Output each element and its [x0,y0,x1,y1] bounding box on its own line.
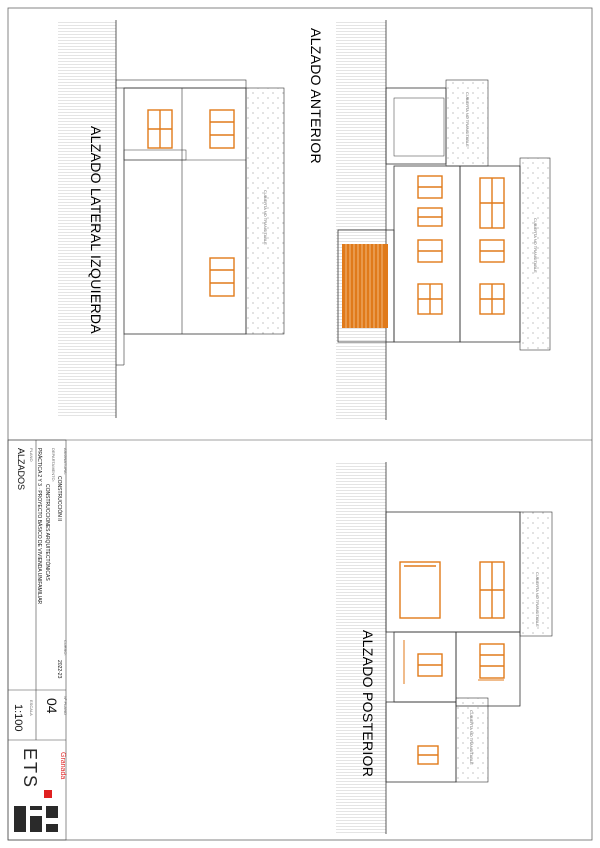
practica-value: PRÁCTICA 2 Y 3 · PROYECTO BÁSICO DE VIVIENDA UNIFAMILIAR [36,448,42,605]
roof-note: CUBIERTA NO TRANSITABLE [465,92,470,147]
title-anterior: ALZADO ANTERIOR [308,28,324,164]
plano-caption: PLANO [29,448,34,462]
title-posterior: ALZADO POSTERIOR [360,630,376,778]
ground-hatch [58,20,116,418]
asignatura-caption: ASIGNATURA: [63,448,68,475]
num-plano-caption: Nº PLANO [63,696,68,716]
num-plano-value: 04 [44,698,60,714]
window [210,110,234,148]
school-name: ETS [20,748,40,790]
title-block-frame [8,440,592,840]
roof-note: CUBIERTA NO TRANSITABLE [469,710,474,765]
elevation-anterior [336,20,550,420]
garage-door [342,244,388,328]
school-city: Granada [59,752,66,780]
logo-red-square [44,790,52,798]
window [480,644,504,678]
asignatura-value: CONSTRUCCIÓN II [56,476,62,521]
departamento-value: CONSTRUCCIONES ARQUITECTÓNICAS [44,484,50,581]
escala-value: 1:100 [12,704,24,732]
departamento-caption: DEPARTAMENTO: [51,448,56,482]
title-lateral-izquierda: ALZADO LATERAL IZQUIERDA [88,126,104,334]
window [210,258,234,296]
roof-note: CUBIERTA NO TRANSITABLE [535,572,540,627]
roof-note: CUBIERTA NO TRANSITABLE [533,218,538,273]
ets-logo [14,790,58,832]
curso-value: 2022-23 [56,660,62,679]
window [400,562,440,618]
curso-caption: CURSO: [63,640,68,656]
roof-note: CUBIERTA NO TRANSITABLE [263,190,268,245]
escala-caption: ESCALA [29,700,34,716]
plano-value: ALZADOS [16,448,26,491]
